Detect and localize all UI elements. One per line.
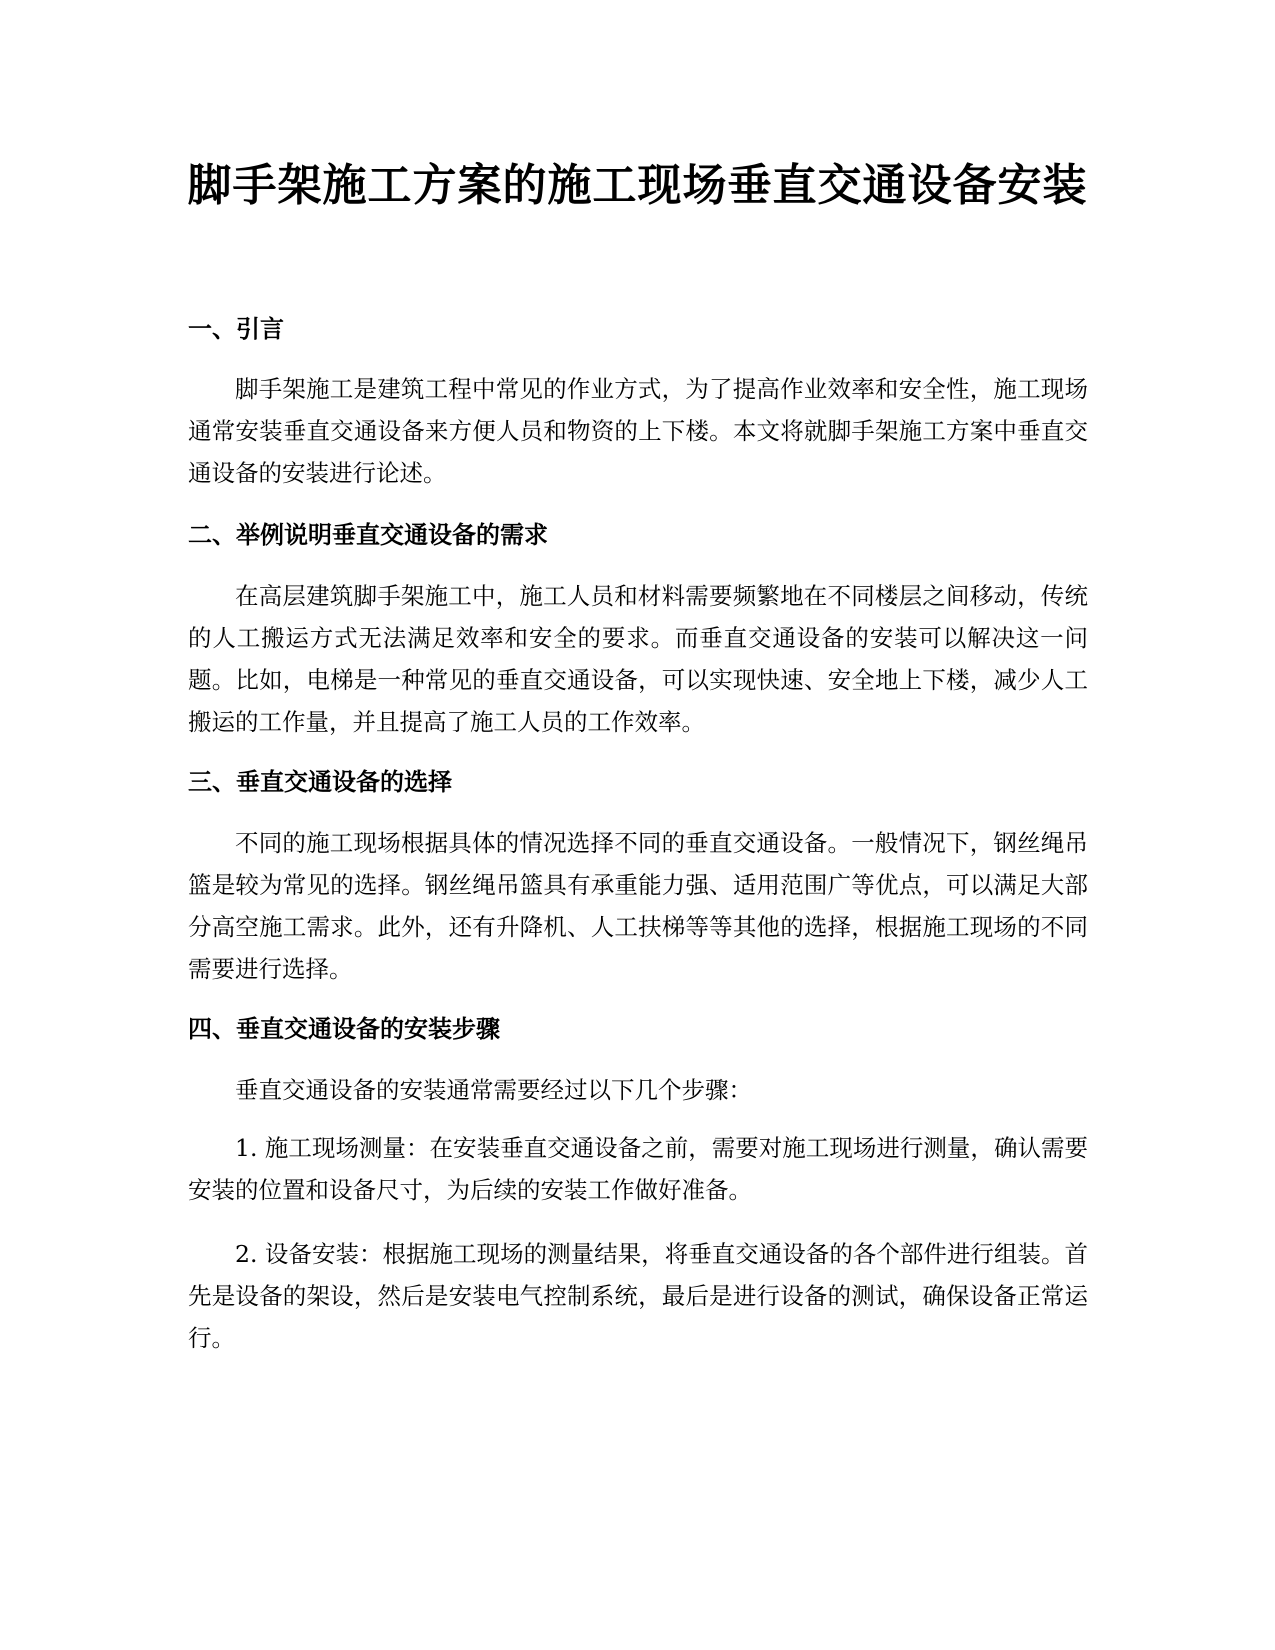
paragraph-steps-intro: 垂直交通设备的安装通常需要经过以下几个步骤： [235,1076,752,1104]
section-heading-introduction: 一、引言 [188,315,284,343]
paragraph-demand: 在高层建筑脚手架施工中，施工人员和材料需要频繁地在不同楼层之间移动，传统的人工搬运方式无法满足效率和安全的要求。而垂直交通设备的安装可以解决这一问题。比如，电梯是一种常见的垂直交通设备，可以实现快速、安全地上下楼，减少人工搬运的工作量，并且提高了施工人员的工作效率。 [188,582,1088,736]
section-heading-demand: 二、举例说明垂直交通设备的需求 [188,521,548,549]
section-heading-installation-steps: 四、垂直交通设备的安装步骤 [188,1015,500,1043]
section-heading-selection: 三、垂直交通设备的选择 [188,768,452,796]
paragraph-selection: 不同的施工现场根据具体的情况选择不同的垂直交通设备。一般情况下，钢丝绳吊篮是较为常见的选择。钢丝绳吊篮具有承重能力强、适用范围广等优点，可以满足大部分高空施工需求。此外，还有升降机、人工扶梯等等其他的选择，根据施工现场的不同需要进行选择。 [188,829,1088,983]
document-title: 脚手架施工方案的施工现场垂直交通设备安装 [187,160,1088,211]
paragraph-introduction: 脚手架施工是建筑工程中常见的作业方式，为了提高作业效率和安全性，施工现场通常安装垂直交通设备来方便人员和物资的上下楼。本文将就脚手架施工方案中垂直交通设备的安装进行论述。 [188,375,1088,487]
paragraph-step-2-installation: 2. 设备安装：根据施工现场的测量结果，将垂直交通设备的各个部件进行组装。首先是设备的架设，然后是安装电气控制系统，最后是进行设备的测试，确保设备正常运行。 [188,1240,1088,1352]
paragraph-step-1-survey: 1. 施工现场测量：在安装垂直交通设备之前，需要对施工现场进行测量，确认需要安装的位置和设备尺寸，为后续的安装工作做好准备。 [188,1134,1088,1204]
